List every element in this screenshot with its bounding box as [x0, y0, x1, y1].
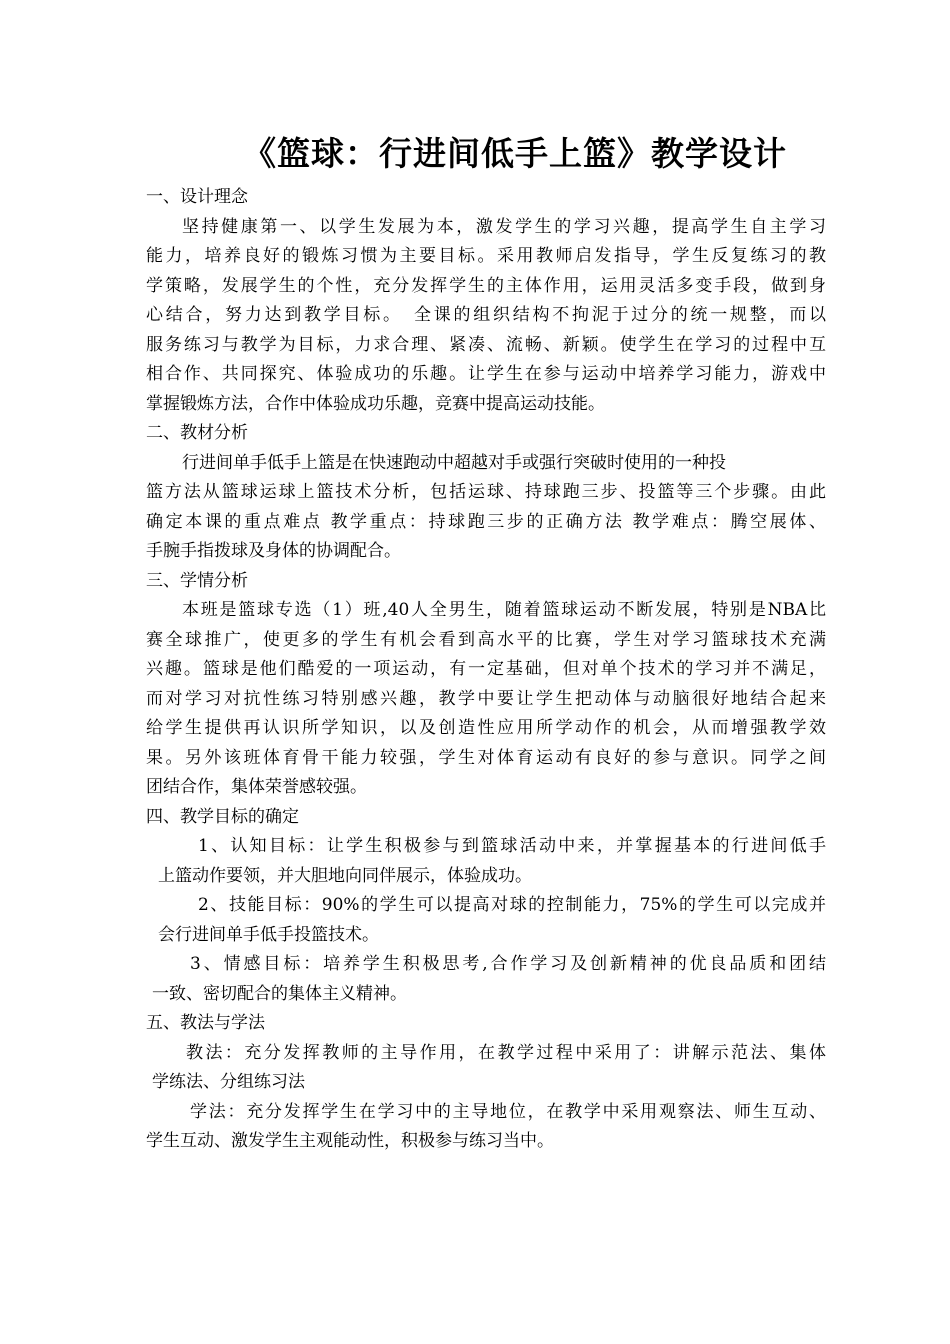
paragraph-line: 给学生提供再认识所学知识，以及创造性应用所学动作的机会，从而增强教学效: [146, 718, 826, 738]
section-heading-4: 四、教学目标的确定: [146, 806, 299, 827]
section-heading-1: 一、设计理念: [146, 187, 248, 207]
objective-line: 会行进间单手低手投篮技术。: [158, 924, 379, 945]
method-line: 学法：充分发挥学生在学习中的主导地位，在教学中采用观察法、师生互动、: [190, 1101, 826, 1122]
document-body: [146, 183, 826, 1157]
paragraph-line: 确定本课的重点难点 教学重点：持球跑三步的正确方法 教学难点：腾空展体、: [146, 511, 826, 532]
paragraph-line: 而对学习对抗性练习特别感兴趣，教学中要让学生把动体与动脑很好地结合起来: [146, 688, 826, 709]
objective-line: 上篮动作要领，并大胆地向同伴展示，体验成功。: [158, 865, 532, 886]
objective-line: 3、情感目标：培养学生积极思考,合作学习及创新精神的优良品质和团结: [190, 954, 826, 974]
section-heading-2: 二、教材分析: [146, 423, 248, 443]
section-heading-5: 五、教法与学法: [146, 1013, 265, 1033]
method-line: 学练法、分组练习法: [152, 1072, 305, 1092]
objective-line: 1、认知目标：让学生积极参与到篮球活动中来，并掌握基本的行进间低手: [198, 836, 826, 856]
objective-line: 2、技能目标：90%的学生可以提高对球的控制能力，75%的学生可以完成并: [198, 895, 826, 915]
document-title: 《篮球：行进间低手上篮》教学设计: [243, 134, 787, 173]
paragraph-line: 能力，培养良好的锻炼习惯为主要目标。采用教师启发指导，学生反复练习的教: [146, 246, 826, 266]
paragraph-line: 篮方法从篮球运球上篮技术分析，包括运球、持球跑三步、投篮等三个步骤。由此: [146, 482, 826, 502]
paragraph-line: 相合作、共同探究、体验成功的乐趣。让学生在参与运动中培养学习能力，游戏中: [146, 364, 826, 384]
method-line: 学生互动、激发学生主观能动性，积极参与练习当中。: [146, 1131, 554, 1151]
paragraph-line: 兴趣。篮球是他们酷爱的一项运动，有一定基础，但对单个技术的学习并不满足，: [146, 659, 826, 679]
paragraph-line: 本班是篮球专选（1）班,40人全男生，随着篮球运动不断发展，特别是NBA比: [182, 600, 826, 620]
paragraph-line: 团结合作，集体荣誉感较强。: [146, 777, 367, 797]
paragraph-line: 坚持健康第一、以学生发展为本，激发学生的学习兴趣，提高学生自主学习: [182, 216, 826, 237]
method-line: 教法：充分发挥教师的主导作用，在教学过程中采用了：讲解示范法、集体: [186, 1042, 826, 1063]
paragraph-line: 赛全球推广，使更多的学生有机会看到高水平的比赛，学生对学习篮球技术充满: [146, 629, 826, 650]
paragraph-line: 手腕手指拨球及身体的协调配合。: [146, 541, 401, 561]
paragraph-line: 心结合，努力达到教学目标。 全课的组织结构不拘泥于过分的统一规整，而以: [146, 305, 826, 325]
paragraph-line: 果。另外该班体育骨干能力较强，学生对体育运动有良好的参与意识。同学之间: [146, 747, 826, 768]
paragraph-line: 服务练习与教学为目标，力求合理、紧凑、流畅、新颖。使学生在学习的过程中互: [146, 334, 826, 355]
section-heading-3: 三、学情分析: [146, 570, 248, 591]
objective-line: 一致、密切配合的集体主义精神。: [152, 983, 407, 1004]
paragraph-line: 学策略，发展学生的个性，充分发挥学生的主体作用，运用灵活多变手段，做到身: [146, 275, 826, 296]
paragraph-line: 掌握锻炼方法，合作中体验成功乐趣，竞赛中提高运动技能。: [146, 393, 605, 414]
paragraph-line: 行进间单手低手上篮是在快速跑动中超越对手或强行突破时使用的一种投: [182, 452, 726, 473]
